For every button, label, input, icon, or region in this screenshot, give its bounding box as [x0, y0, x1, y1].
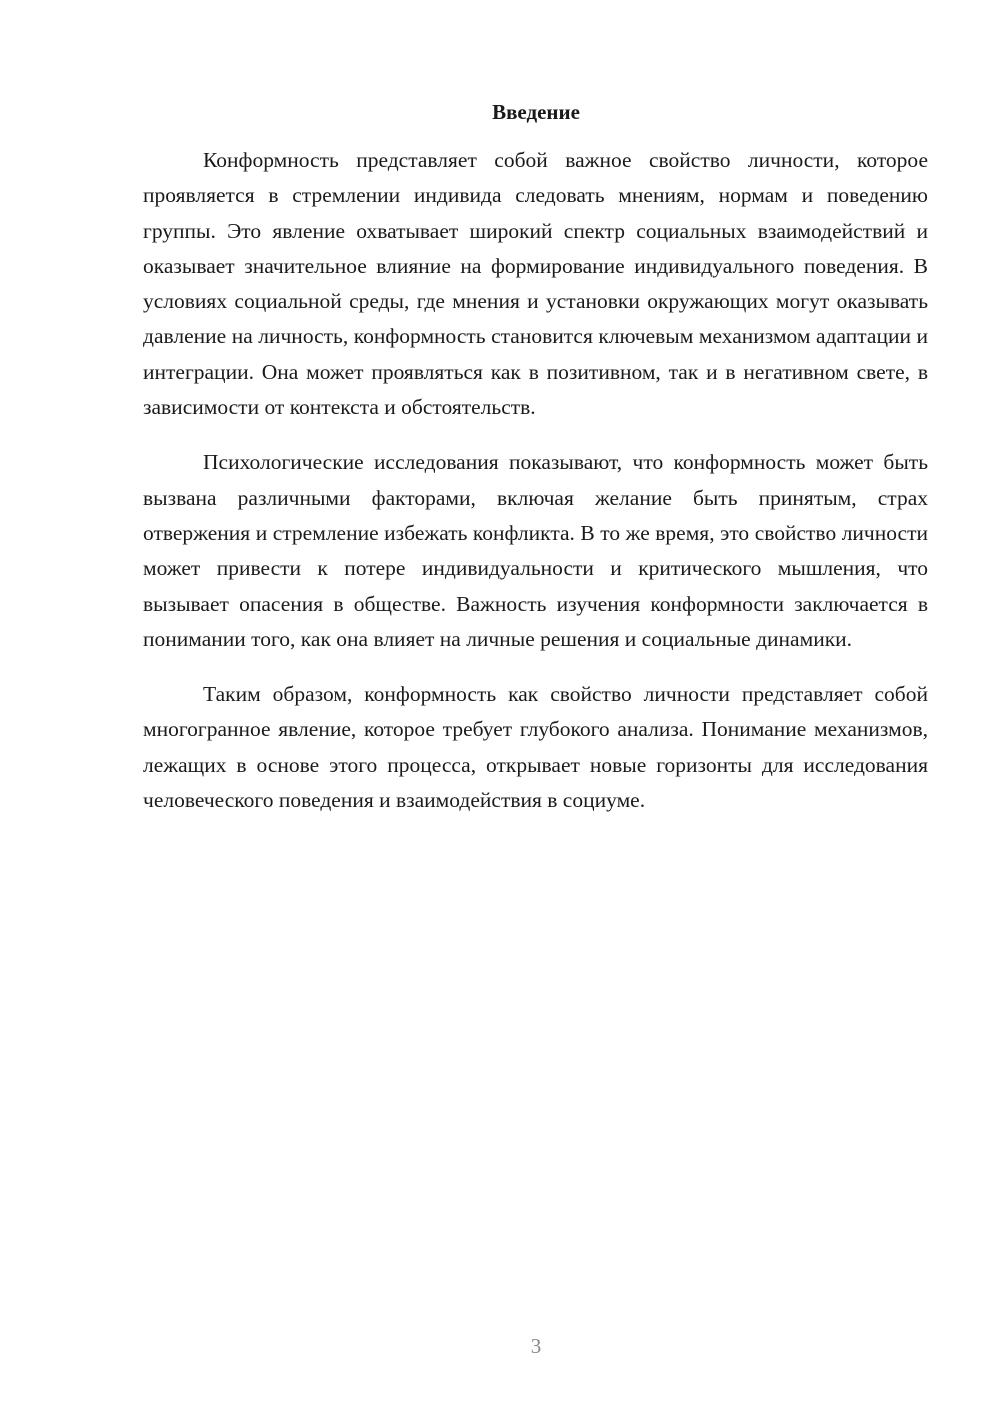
document-body — [143, 143, 928, 838]
paragraph-1: Конформность представляет собой важное свойство личности, которое проявляется в стремлении индивида следовать мнениям, нормам и поведению группы. Это явление охватывает широкий спектр социальных взаимодействий и оказывает значительное влияние на формирование индивидуального поведения. В условиях социальной среды, где мнения и установки окружающих могут оказывать давление на личность, конформность становится ключевым механизмом адаптации и интеграции. Она может проявляться как в позитивном, так и в негативном свете, в зависимости от контекста и обстоятельств. — [143, 148, 928, 420]
page-number: 3 — [530, 1334, 542, 1358]
section-heading: Введение — [492, 100, 580, 124]
paragraph-3: Таким образом, конформность как свойство личности представляет собой многогранное явление, которое требует глубокого анализа. Понимание механизмов, лежащих в основе этого процесса, открывает новые горизонты для исследования человеческого поведения и взаимодействия в социуме. — [143, 682, 928, 813]
paragraph-2: Психологические исследования показывают, что конформность может быть вызвана различными факторами, включая желание быть принятым, страх отвержения и стремление избежать конфликта. В то же время, это свойство личности может привести к потере индивидуальности и критического мышления, что вызывает опасения в обществе. Важность изучения конформности заключается в понимании того, как она влияет на личные решения и социальные динамики. — [143, 450, 928, 651]
